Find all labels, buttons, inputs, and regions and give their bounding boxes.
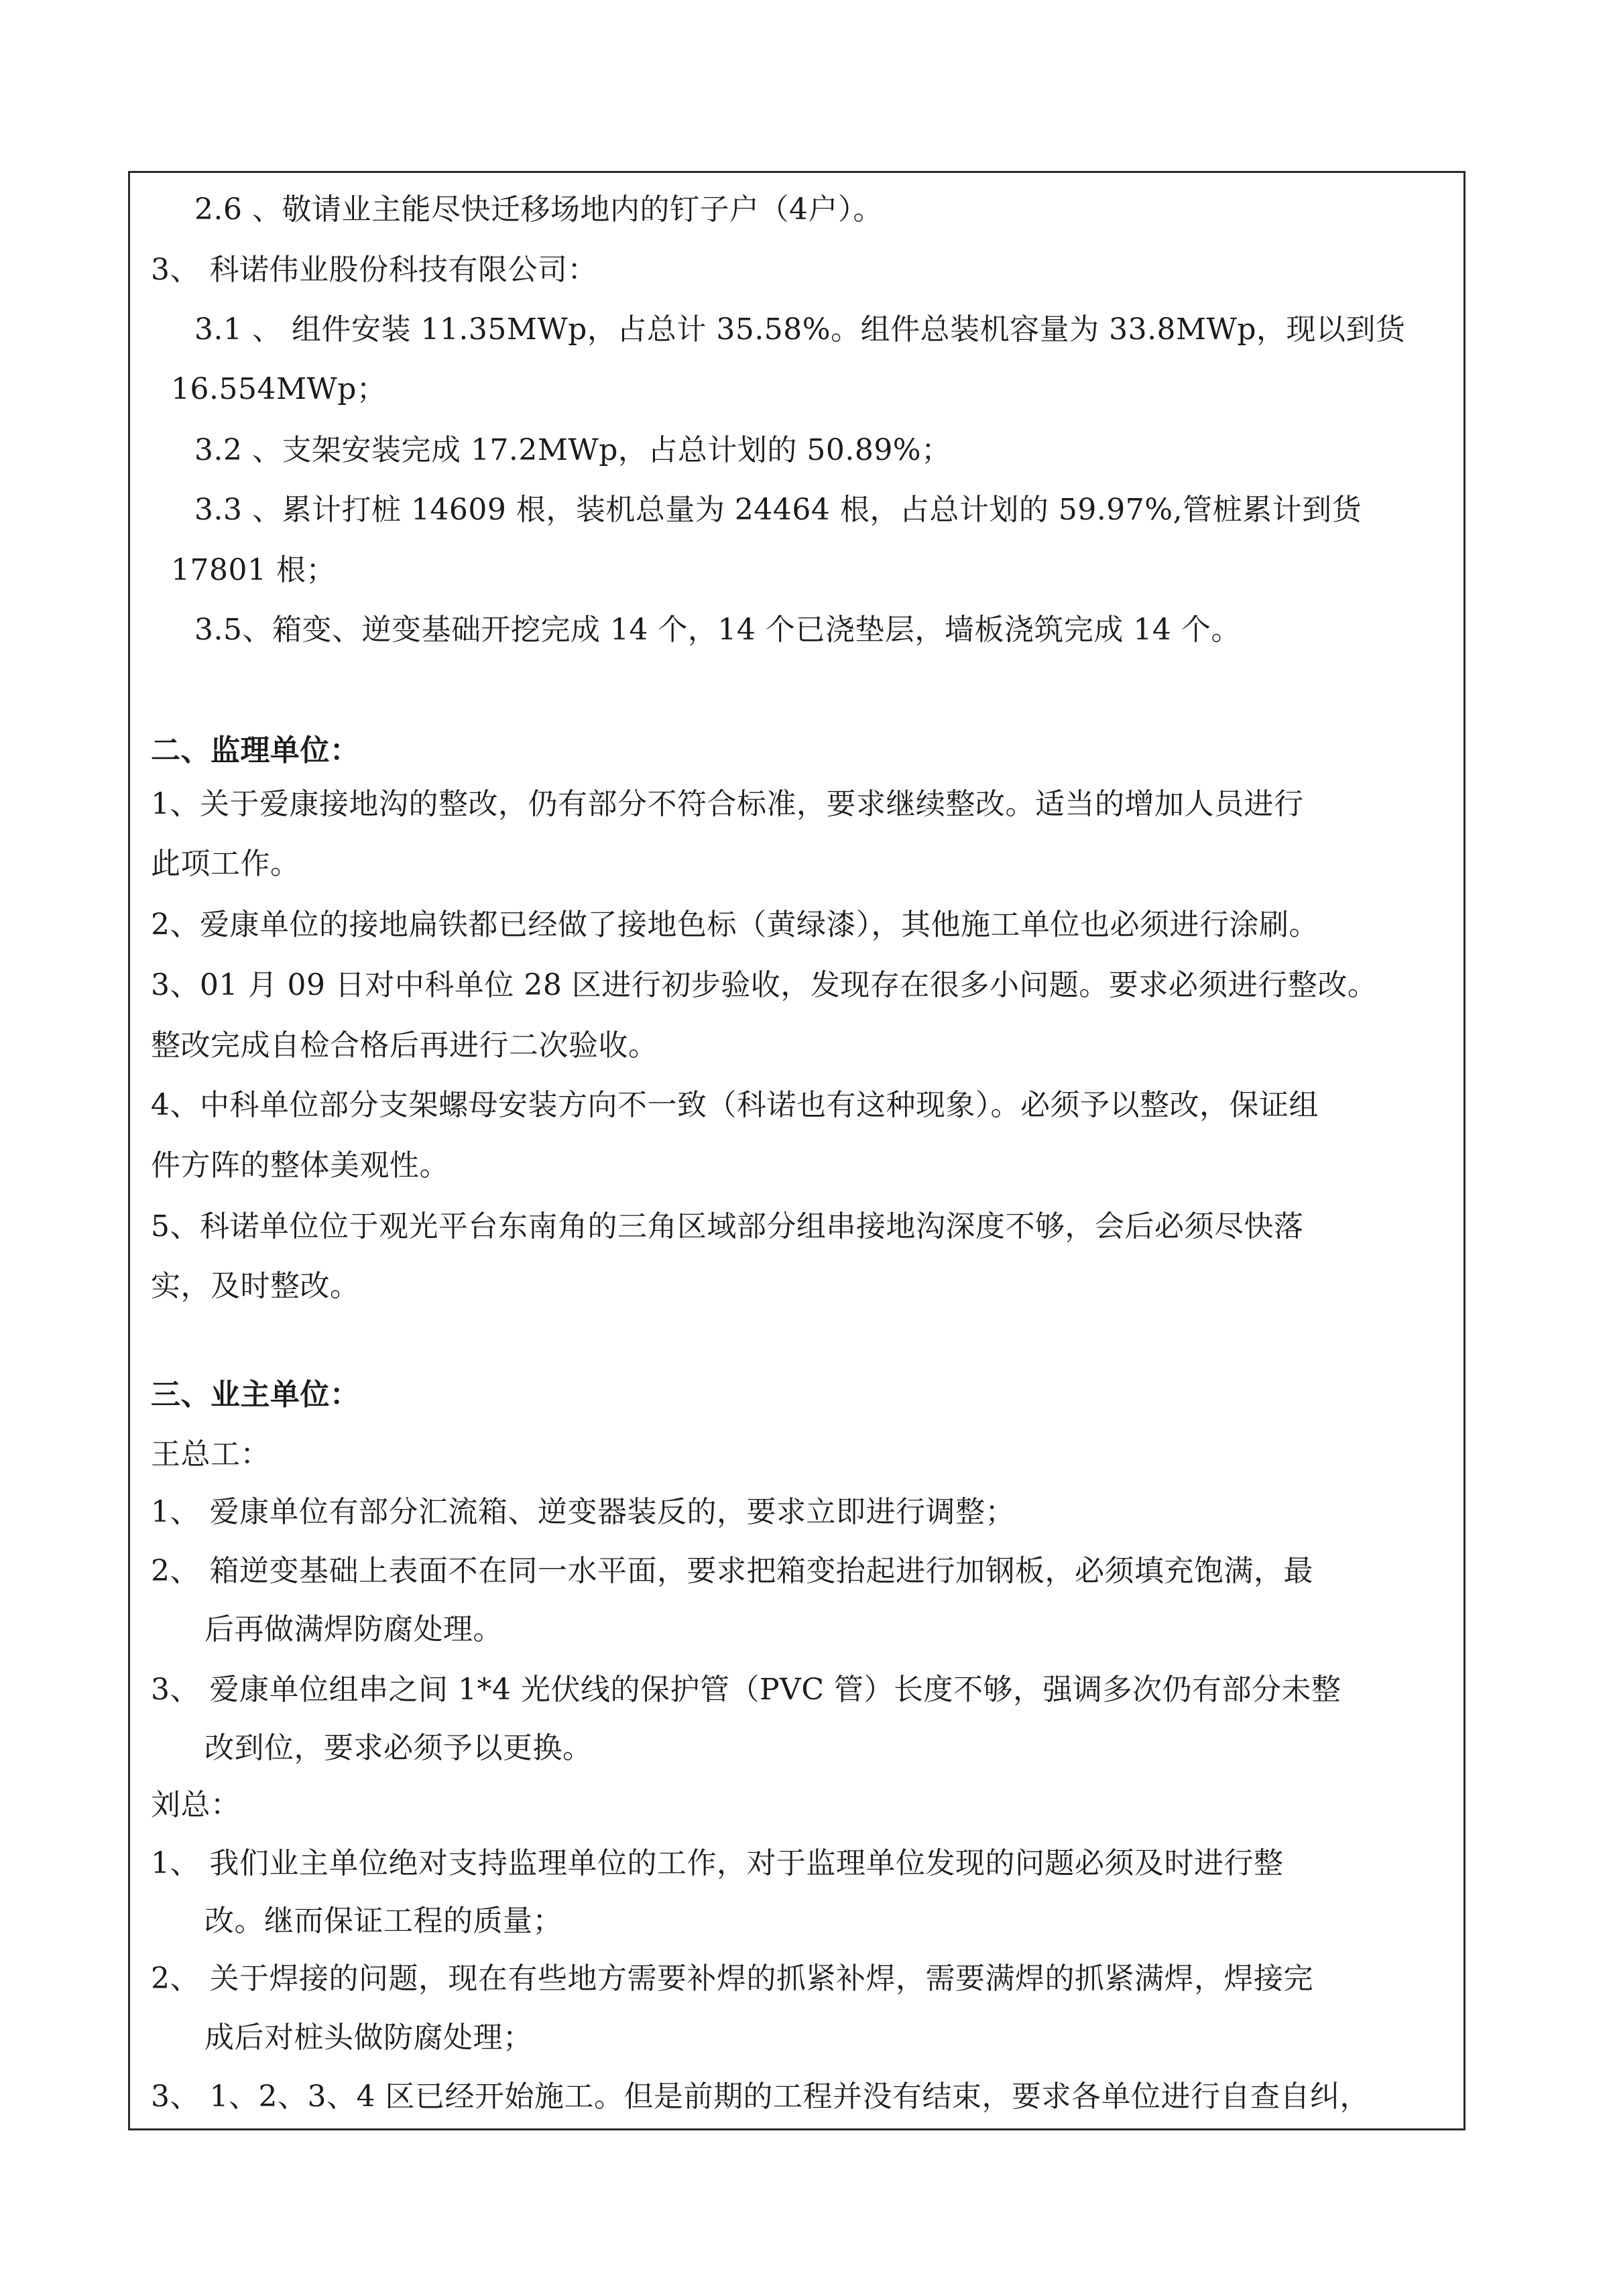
text-line: 此项工作。 [151,847,300,881]
text-line: 实，及时整改。 [151,1269,360,1303]
section-heading: 3、 科诺伟业股份科技有限公司： [151,253,597,287]
text-line: 2.6 、敬请业主能尽快迁移场地内的钉子户（4户）。 [194,192,883,227]
list-item-continuation: 成后对桩头做防腐处理； [204,2020,533,2055]
list-item: 3、 爱康单位组串之间 1*4 光伏线的保护管（PVC 管）长度不够，强调多次仍有部分未整 [151,1673,1341,1707]
list-item-continuation: 后再做满焊防腐处理。 [204,1612,503,1646]
list-item: 3、 1、2、3、4 区已经开始施工。但是前期的工程并没有结束，要求各单位进行自查自纠， [151,2079,1370,2114]
speaker-label: 刘总： [151,1788,241,1822]
list-item-continuation: 改到位，要求必须予以更换。 [204,1731,593,1765]
list-item: 1、 爱康单位有部分汇流箱、逆变器装反的，要求立即进行调整； [151,1495,1015,1529]
text-line: 3.2 、支架安装完成 17.2MWp，占总计划的 50.89%； [194,433,951,467]
text-line: 3.3 、累计打桩 14609 根，装机总量为 24464 根，占总计划的 59.97%,管桩累计到货 [194,493,1362,527]
text-line: 件方阵的整体美观性。 [151,1148,449,1183]
text-line: 16.554MWp； [171,372,387,406]
text-line: 3、01 月 09 日对中科单位 28 区进行初步验收，发现存在很多小问题。要求必须进行整改。 [151,968,1378,1002]
text-line: 整改完成自检合格后再进行二次验收。 [151,1028,658,1063]
speaker-label: 王总工： [151,1437,270,1471]
text-line: 17801 根； [171,553,336,587]
section-heading: 二、监理单位： [151,733,360,768]
text-line: 1、关于爱康接地沟的整改，仍有部分不符合标准，要求继续整改。适当的增加人员进行 [151,787,1304,821]
list-item-continuation: 改。继而保证工程的质量； [204,1904,562,1938]
list-item: 1、 我们业主单位绝对支持监理单位的工作，对于监理单位发现的问题必须及时进行整 [151,1846,1284,1880]
text-line: 5、科诺单位位于观光平台东南角的三角区域部分组串接地沟深度不够，会后必须尽快落 [151,1209,1304,1244]
text-line: 4、中科单位部分支架螺母安装方向不一致（科诺也有这种现象）。必须予以整改，保证组 [151,1088,1319,1122]
list-item: 2、 箱逆变基础上表面不在同一水平面，要求把箱变抬起进行加钢板，必须填充饱满，最 [151,1554,1313,1588]
section-heading: 三、业主单位： [151,1378,360,1412]
list-item: 2、 关于焊接的问题，现在有些地方需要补焊的抓紧补焊，需要满焊的抓紧满焊，焊接完 [151,1961,1313,1996]
text-line: 3.1 、 组件安装 11.35MWp，占总计 35.58%。组件总装机容量为 33.8MWp，现以到货 [194,312,1406,347]
text-line: 3.5、箱变、逆变基础开挖完成 14 个，14 个已浇垫层，墙板浇筑完成 14 个。 [194,613,1241,647]
text-line: 2、爱康单位的接地扁铁都已经做了接地色标（黄绿漆），其他施工单位也必须进行涂刷。 [151,908,1319,942]
